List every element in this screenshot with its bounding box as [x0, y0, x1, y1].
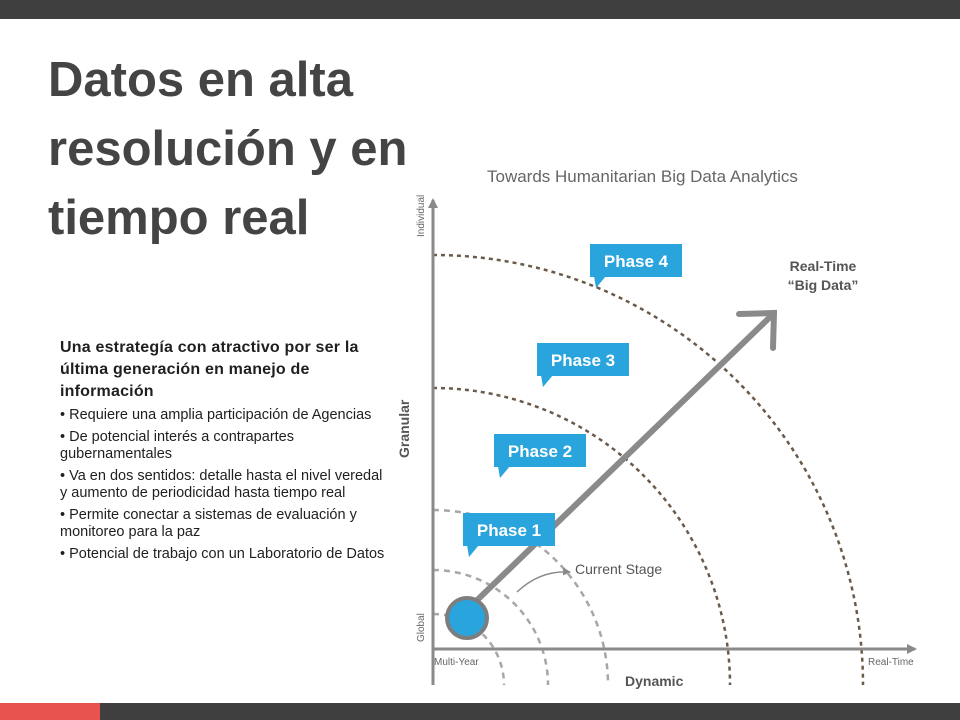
text-block	[60, 337, 390, 567]
x-axis-right-label: Real-Time	[868, 657, 914, 668]
phase-4-callout	[590, 244, 682, 288]
diagram-title: Towards Humanitarian Big Data Analytics	[487, 167, 798, 186]
phase-2-callout	[494, 434, 586, 478]
target-label-line1: Real-Time	[789, 258, 857, 274]
phase-3-label: Phase 3	[550, 351, 616, 370]
bullet-item: • Permite conectar a sistemas de evaluación y monitoreo para la paz	[60, 507, 390, 542]
bullet-list	[60, 407, 390, 563]
big-data-diagram	[395, 155, 940, 695]
intro-text: Una estrategía con atractivo por ser la última generación en manejo de información	[60, 339, 359, 400]
arc-phase-4	[433, 255, 863, 685]
phase-2-pointer	[498, 466, 510, 478]
bullet-item: • Potencial de trabajo con un Laboratorio de Datos	[60, 546, 390, 564]
title-line-1: Datos en alta	[48, 53, 353, 107]
phase-2-label: Phase 2	[507, 442, 573, 461]
phase-3-pointer	[541, 375, 553, 387]
bottom-accent-bar	[0, 703, 100, 720]
x-axis-left-label: Multi-Year	[434, 657, 479, 668]
bullet-item: • De potencial interés a contrapartes gubernamentales	[60, 429, 390, 464]
y-axis-label: Granular	[396, 399, 412, 458]
diagram-svg	[395, 155, 940, 695]
phase-4-pointer	[594, 276, 606, 288]
current-stage-label: Current Stage	[575, 561, 663, 577]
y-axis-bottom-label: Global	[416, 613, 427, 642]
bullet-item: • Requiere una amplia participación de Agencias	[60, 407, 390, 425]
title-line-3: tiempo real	[48, 191, 310, 245]
top-bar	[0, 0, 960, 19]
current-stage-pointer	[517, 572, 570, 592]
phase-1-pointer	[467, 545, 479, 557]
phase-1-callout	[463, 513, 555, 557]
phase-1-label: Phase 1	[476, 521, 542, 540]
x-axis-label: Dynamic	[625, 673, 684, 689]
target-label-line2: “Big Data”	[787, 277, 859, 293]
phase-3-callout	[537, 343, 629, 387]
bottom-bar	[0, 703, 960, 720]
y-axis-top-label: Individual	[416, 194, 427, 237]
current-stage-dot	[447, 598, 487, 638]
bullet-item: • Va en dos sentidos: detalle hasta el nivel veredal y aumento de periodicidad hasta tiempo real	[60, 468, 390, 503]
phase-4-label: Phase 4	[603, 252, 669, 271]
title-line-2: resolución y en	[48, 122, 408, 176]
